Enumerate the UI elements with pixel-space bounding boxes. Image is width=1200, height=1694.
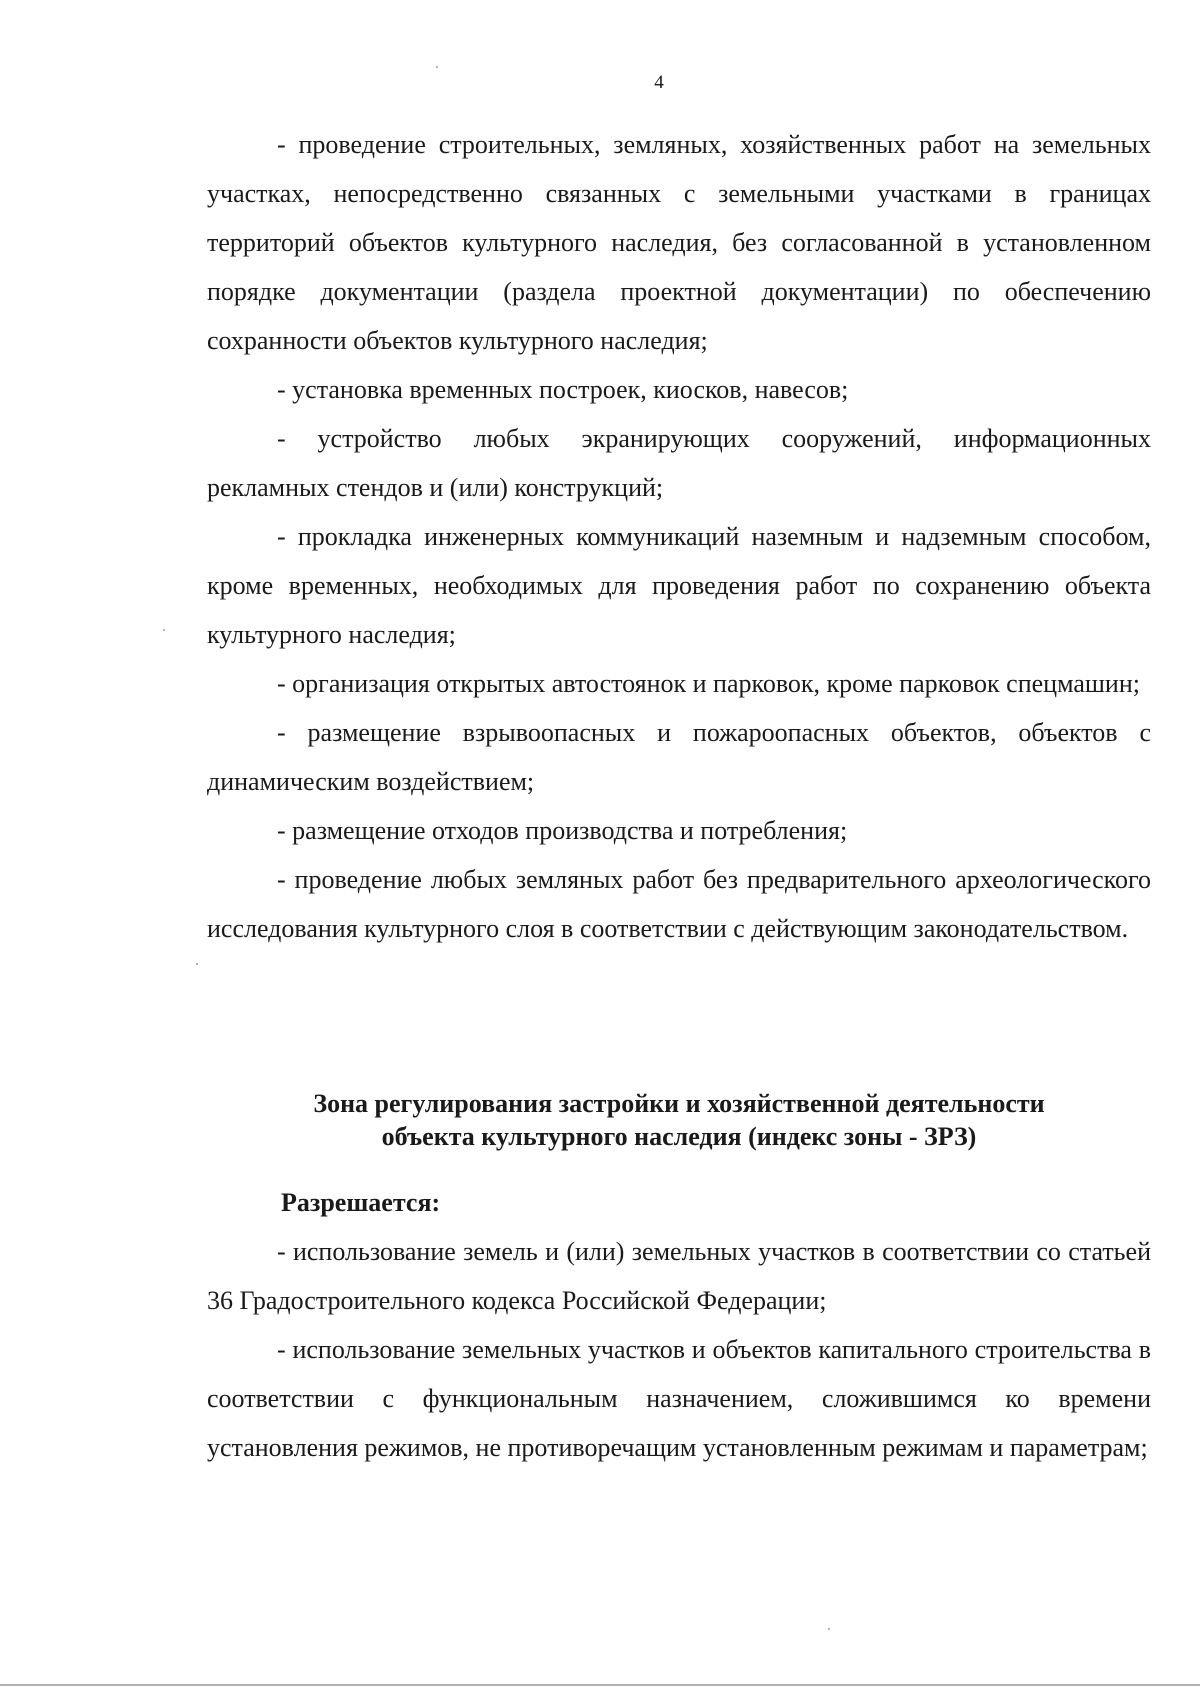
list-item: - установка временных построек, киосков, навесов; [277, 375, 849, 404]
list-item: - размещение отходов производства и потребления; [277, 816, 848, 845]
prohibitions-list [207, 120, 1151, 953]
permissions-list [207, 1227, 1151, 1472]
list-item: - использование земельных участков и объектов капитального строительства в соответствии с функциональным назначением, сложившимся ко времени установления режимов, не противоречащим установленным режимам и параметрам; [207, 1335, 1151, 1462]
list-item: - проведение строительных, земляных, хозяйственных работ на земельных участках, непосредственно связанных с земельными участками в границах территорий объектов культурного наследия, без согласованной в установленном порядке документации (раздела проектной документации) по обеспечению сохранности объектов культурного наследия; [207, 130, 1151, 355]
list-item: - размещение взрывоопасных и пожароопасных объектов, объектов с динамическим воздействием; [207, 718, 1151, 796]
list-item: - прокладка инженерных коммуникаций наземным и надземным способом, кроме временных, необходимых для проведения работ по сохранению объекта культурного наследия; [207, 522, 1151, 649]
list-item: - организация открытых автостоянок и парковок, кроме парковок спецмашин; [277, 669, 1140, 698]
section-heading [207, 1087, 1151, 1153]
section-heading-line: объекта культурного наследия (индекс зоны - ЗРЗ) [381, 1122, 977, 1151]
list-item: - проведение любых земляных работ без предварительного археологического исследования культурного слоя в соответствии с действующим законодательством. [207, 865, 1151, 943]
list-item: - использование земель и (или) земельных участков в соответствии со статьей 36 Градостроительного кодекса Российской Федерации; [207, 1237, 1151, 1315]
scan-speck [163, 629, 165, 631]
scan-speck [828, 1628, 830, 1630]
scan-speck [196, 963, 198, 965]
scan-edge-line [0, 1684, 1200, 1686]
page-number: 4 [654, 72, 664, 93]
list-item: - устройство любых экранирующих сооружений, информационных рекламных стендов и (или) конструкций; [207, 424, 1151, 502]
scan-speck [436, 66, 438, 68]
section-heading-line: Зона регулирования застройки и хозяйственной деятельности [313, 1089, 1045, 1118]
allowed-subheading: Разрешается: [281, 1188, 441, 1217]
